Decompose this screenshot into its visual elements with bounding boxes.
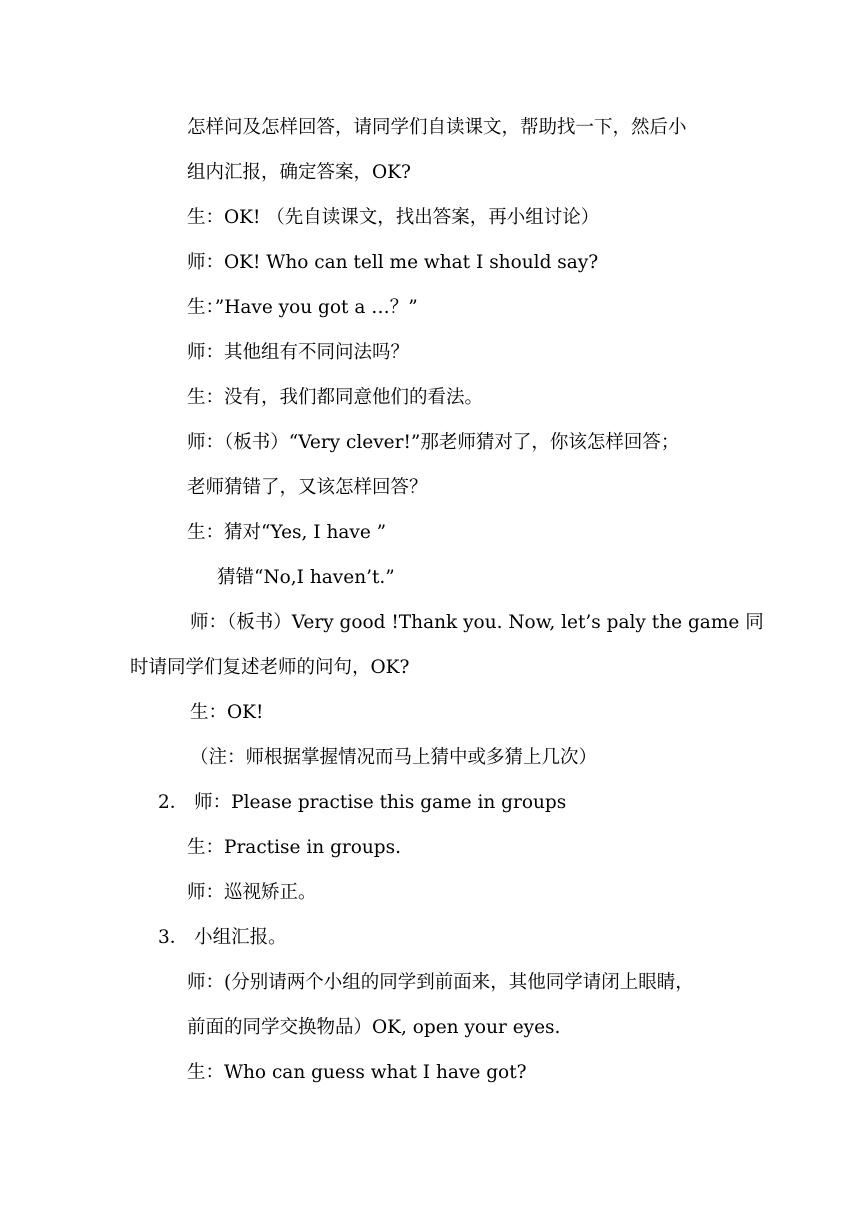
text-line: 师：巡视矫正。	[187, 882, 317, 903]
text-line: 2． 师：Please practise this game in groups	[158, 792, 567, 813]
text-line: 3． 小组汇报。	[158, 927, 287, 948]
text-line: 生：没有，我们都同意他们的看法。	[187, 387, 484, 408]
text-line: 生：OK!	[190, 702, 264, 723]
text-line: 老师猜错了，又该怎样回答？	[187, 477, 428, 498]
text-line: 组内汇报，确定答案，OK?	[187, 162, 411, 183]
text-line: 师：OK! Who can tell me what I should say?	[187, 252, 599, 273]
text-line: 师：其他组有不同问法吗？	[187, 342, 410, 363]
text-line: 生：Practise in groups.	[187, 837, 402, 858]
text-line: 生：猜对“Yes, I have ”	[187, 522, 387, 543]
text-line: 师：（板书）“Very clever!”那老师猜对了，你该怎样回答；	[187, 432, 680, 453]
text-line: 师：（板书）Very good !Thank you. Now, let’s paly the game 同	[190, 612, 764, 633]
text-line: 时请同学们复述老师的问句，OK?	[130, 657, 410, 678]
text-line: 生：OK! （先自读课文，找出答案，再小组讨论）	[187, 207, 600, 228]
text-line: 怎样问及怎样回答，请同学们自读课文，帮助找一下，然后小	[187, 117, 687, 138]
text-line: 师：(分别请两个小组的同学到前面来，其他同学请闭上眼睛，	[187, 972, 694, 993]
text-line: 前面的同学交换物品）OK, open your eyes.	[187, 1017, 561, 1038]
text-line: 生：Who can guess what I have got?	[187, 1062, 527, 1083]
text-line: （注：师根据掌握情况而马上猜中或多猜上几次）	[190, 747, 598, 768]
text-line: 生：”Have you got a …？”	[187, 297, 418, 318]
text-line: 猜错“No,I haven’t.”	[217, 567, 395, 588]
